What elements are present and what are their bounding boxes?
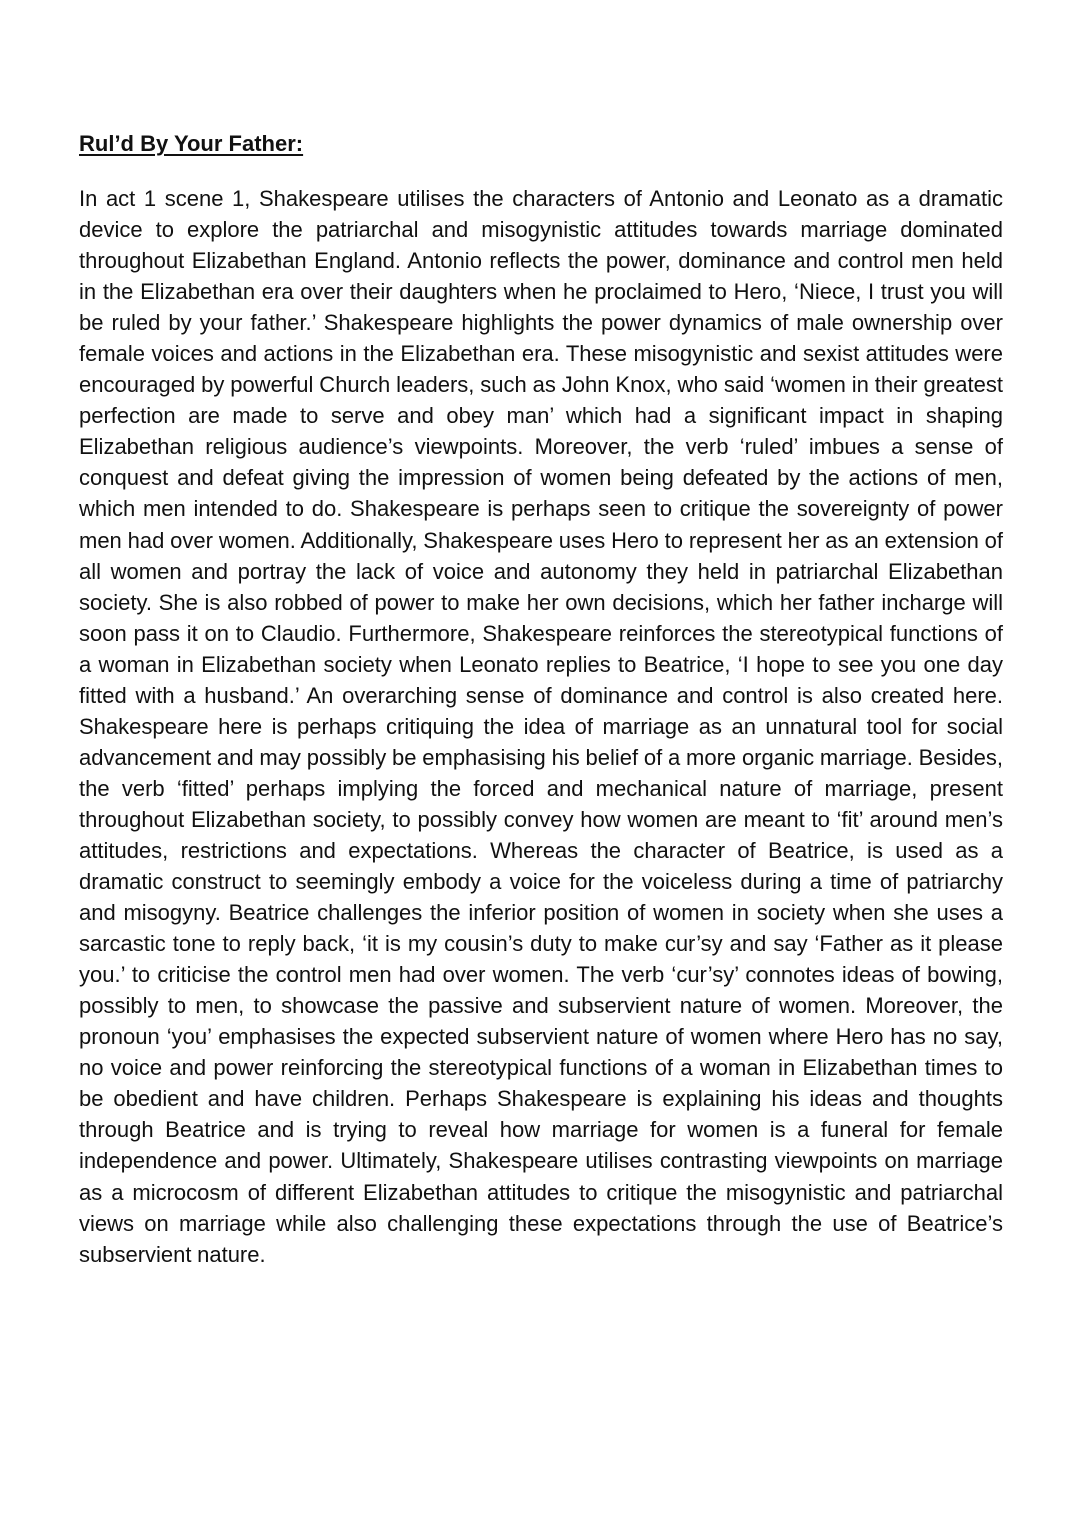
body-paragraph: In act 1 scene 1, Shakespeare utilises the characters of Antonio and Leonato as a dramatic device to explore the patriarchal and misogynistic attitudes towards marriage dominated throughout Elizabethan England. Antonio reflects the power, dominance and control men held in the Elizabethan era over their daughters when he proclaimed to Hero, ‘Niece, I trust you will be ruled by your father.’ Shakespeare highlights the power dynamics of male ownership over female voices and actions in the Elizabethan era. These misogynistic and sexist attitudes were encouraged by powerful Church leaders, such as John Knox, who said ‘women in their greatest perfection are made to serve and obey man’ which had a significant impact in shaping Elizabethan religious audience’s viewpoints. Moreover, the verb ‘ruled’ imbues a sense of conquest and defeat giving the impression of women being defeated by the actions of men, which men intended to do. Shakespeare is perhaps seen to critique the sovereignty of power men had over women. Additionally, Shakespeare uses Hero to represent her as an extension of all women and portray the lack of voice and autonomy they held in patriarchal Elizabethan society. She is also robbed of power to make her own decisions, which her father incharge will soon pass it on to Claudio. Furthermore, Shakespeare reinforces the stereotypical functions of a woman in Elizabethan society when Leonato replies to Beatrice, ‘I hope to see you one day fitted with a husband.’ An overarching sense of dominance and control is also created here. Shakespeare here is perhaps critiquing the idea of marriage as an unnatural tool for social advancement and may possibly be emphasising his belief of a more organic marriage. Besides, the verb ‘fitted’ perhaps implying the forced and mechanical nature of marriage, present throughout Elizabethan society, to possibly convey how women are meant to ‘fit’ around men’s attitudes, restrictions and expectations. Whereas the character of Beatrice, is used as a dramatic construct to seemingly embody a voice for the voiceless during a time of patriarchy and misogyny. Beatrice challenges the inferior position of women in society when she uses a sarcastic tone to reply back, ‘it is my cousin’s duty to make cur’sy and say ‘Father as it please you.’ to criticise the control men had over women. The verb ‘cur’sy’ connotes ideas of bowing, possibly to men, to showcase the passive and subservient nature of women. Moreover, the pronoun ‘you’ emphasises the expected subservient nature of women where Hero has no say, no voice and power reinforcing the stereotypical functions of a woman in Elizabethan times to be obedient and have children. Perhaps Shakespeare is explaining his ideas and thoughts through Beatrice and is trying to reveal how marriage for women is a funeral for female independence and power. Ultimately, Shakespeare utilises contrasting viewpoints on marriage as a microcosm of different Elizabethan attitudes to critique the misogynistic and patriarchal views on marriage while also challenging these expectations through the use of Beatrice’s subservient nature. [79,186,1003,1267]
section-heading: Rul’d By Your Father: [79,131,304,156]
document-page [79,128,1003,1270]
